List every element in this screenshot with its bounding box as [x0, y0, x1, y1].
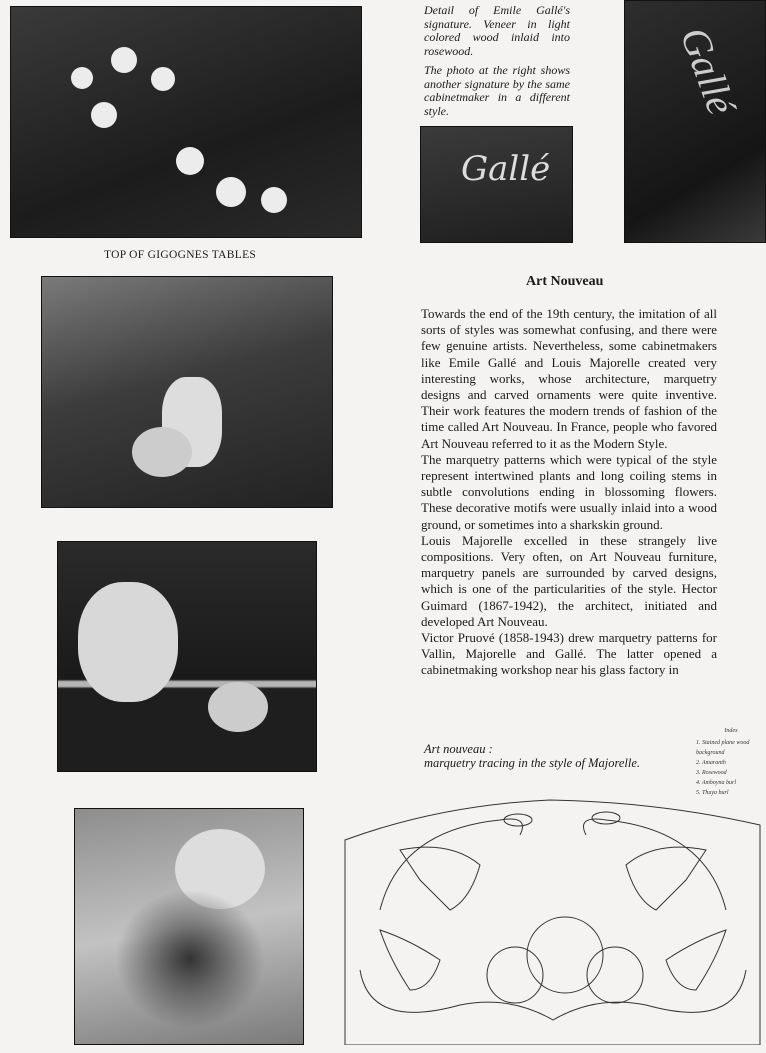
photo-marquetry-pine: [74, 808, 304, 1045]
legend-item: 1. Stained plane wood background: [696, 740, 750, 756]
article-paragraph: The marquetry patterns which were typical of the style represent intertwined plants and long coiling stems in subtle convolutions ending in blossoming flowers. These decorative motifs were usually inlaid into a wood ground, or sometimes into a sharkskin ground.: [421, 451, 717, 532]
photo-marquetry-lilac: [41, 276, 333, 508]
legend-item: 2. Amaranth: [696, 760, 726, 766]
photo-galle-signature-alt: [624, 0, 766, 243]
legend-item: 4. Amboyna burl: [696, 780, 737, 786]
tables-caption: TOP OF GIGOGNES TABLES: [104, 249, 257, 261]
signature-logo: Gallé: [461, 149, 551, 189]
tracing-caption-desc: marquetry tracing in the style of Majorelle.: [424, 756, 641, 770]
signature-detail-caption: Detail of Emile Gallé's signature. Veneer in light colored wood inlaid into rosewood.: [424, 3, 570, 58]
photo-gigognes-table-top-daffodils: [10, 6, 362, 238]
tracing-legend: [696, 726, 766, 798]
article-body: [421, 306, 717, 679]
legend-item: 5. Thuya burl: [696, 790, 729, 796]
article-paragraph: Towards the end of the 19th century, the imitation of all sorts of styles was somewhat confusing, and there were few genuine artists. Nevertheless, some cabinetmakers like Emile Gallé and Louis Majorelle created very interesting works, whose architecture, marquetry designs and carved ornaments were quite inventive. Their work features the modern trends of fashion of the time called Art Nouveau. In France, people who favored Art Nouveau referred to it as the Modern Style.: [421, 306, 717, 451]
legend-title: Index: [724, 728, 738, 734]
tracing-caption-title: Art nouveau :: [424, 742, 493, 756]
article-title: Art Nouveau: [526, 274, 604, 289]
article-paragraph: Louis Majorelle excelled in these strangely live compositions. Very often, on Art Nouveau furniture, marquetry panels are surrounded by carved designs, which is one of the particularities of the style. Hector Guimard (1867-1942), the architect, initiated and developed Art Nouveau.: [421, 532, 717, 629]
signature-other-caption: The photo at the right shows another signature by the same cabinetmaker in a different style.: [424, 63, 570, 118]
signature-caption: [424, 4, 570, 124]
signature-logo-alt: Gallé: [671, 21, 745, 121]
marquetry-tracing-drawing: [340, 790, 766, 1045]
photo-marquetry-flowers: [57, 541, 317, 772]
tracing-caption: [424, 742, 640, 770]
photo-galle-signature: [420, 126, 573, 243]
legend-item: 3. Rosewood: [696, 770, 727, 776]
article-paragraph: Victor Pruové (1858-1943) drew marquetry patterns for Vallin, Majorelle and Gallé. The latter opened a cabinetmaking workshop near his glass factory in: [421, 630, 717, 678]
